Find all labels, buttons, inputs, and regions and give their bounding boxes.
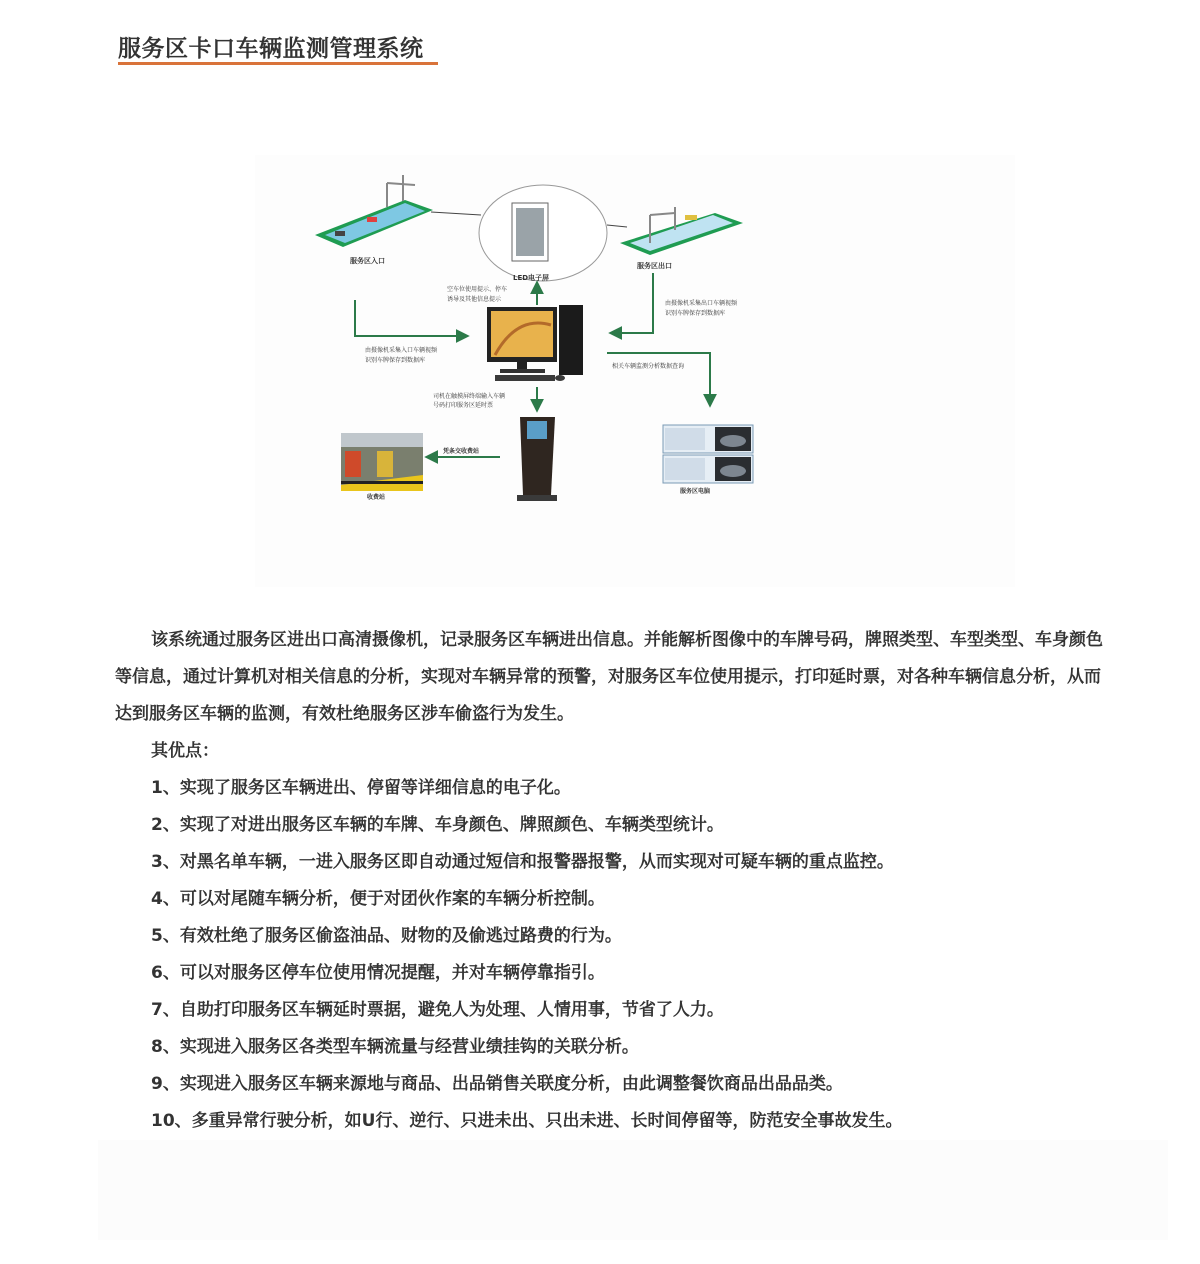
exit-capture-text-2: 识别车牌保存到数据库 xyxy=(665,310,726,317)
advantage-item: 7、自助打印服务区车辆延时票据，避免人为处理、人情用事，节省了人力。 xyxy=(151,1000,724,1020)
advantages-heading: 其优点： xyxy=(151,741,219,761)
advantage-item: 6、可以对服务区停车位使用情况提醒，并对车辆停靠指引。 xyxy=(151,963,605,983)
computer-illustration xyxy=(487,305,583,381)
advantage-item: 9、实现进入服务区车辆来源地与商品、出品销售关联度分析，由此调整餐饮商品出品品类。 xyxy=(151,1074,843,1094)
entrance-arrow xyxy=(355,300,467,336)
kiosk-print-text-2: 号码打印服务区延时票 xyxy=(433,402,494,409)
system-diagram xyxy=(255,155,1015,587)
system-diagram-panel xyxy=(255,155,1015,587)
entrance-label: 服务区入口 xyxy=(350,257,385,265)
description-section xyxy=(115,622,1105,1140)
title-underline xyxy=(118,62,438,65)
parking-hint-text: 空车位使用提示、停车 xyxy=(447,286,508,293)
advantage-item: 3、对黑名单车辆，一进入服务区即自动通过短信和报警器报警，从而实现对可疑车辆的重点监控。 xyxy=(151,852,894,872)
exit-arrow xyxy=(611,273,653,333)
exit-road-illustration xyxy=(620,207,743,255)
toll-station-photo xyxy=(341,433,423,491)
kiosk-print-text: 司机在触摸屏终端输入车辆 xyxy=(433,393,506,400)
advantage-item: 2、实现了对进出服务区车辆的车牌、车身颜色、牌照颜色、车辆类型统计。 xyxy=(151,815,724,835)
service-pc-screens xyxy=(663,425,753,483)
query-text: 相关车辆监测分析数据查询 xyxy=(612,363,685,370)
parking-hint-text-2: 诱导及其他信息提示 xyxy=(447,296,502,303)
intro-paragraph: 该系统通过服务区进出口高清摄像机，记录服务区车辆进出信息。并能解析图像中的车牌号码，牌照类型、车型类型、车身颜色等信息，通过计算机对相关信息的分析，实现对车辆异常的预警，对服务区车位使用提示，打印延时票，对各种车辆信息分析，从而达到服务区车辆的监测，有效杜绝服务区涉车偷盗行为发生。 xyxy=(115,630,1103,724)
entrance-road-illustration xyxy=(315,175,433,247)
entrance-to-led-line xyxy=(431,212,481,215)
exit-label: 服务区出口 xyxy=(637,262,672,270)
service-pc-label: 服务区电脑 xyxy=(680,488,711,495)
advantage-item: 8、实现进入服务区各类型车辆流量与经营业绩挂钩的关联分析。 xyxy=(151,1037,639,1057)
advantage-item: 1、实现了服务区车辆进出、停留等详细信息的电子化。 xyxy=(151,778,571,798)
exit-to-led-line xyxy=(607,225,627,227)
led-screen-display xyxy=(516,208,544,256)
entrance-capture-text-2: 识别车牌保存到数据库 xyxy=(365,357,426,364)
pc-to-query-arrow xyxy=(607,353,710,405)
exit-capture-text: 由摄像机采集出口车辆视频 xyxy=(665,300,738,307)
toll-station-label: 收费站 xyxy=(367,494,386,501)
page-title: 服务区卡口车辆监测管理系统 xyxy=(118,36,424,62)
advantage-item: 10、多重异常行驶分析，如U行、逆行、只进未出、只出未进、长时间停留等，防范安全事故发生。 xyxy=(151,1111,903,1131)
led-screen-label: LED电子屏 xyxy=(513,274,550,282)
entrance-capture-text: 由摄像机采集入口车辆视频 xyxy=(365,347,438,354)
advantage-item: 4、可以对尾随车辆分析，便于对团伙作案的车辆分析控制。 xyxy=(151,889,605,909)
footer-panel xyxy=(98,1140,1168,1240)
advantage-item: 5、有效杜绝了服务区偷盗油品、财物的及偷逃过路费的行为。 xyxy=(151,926,622,946)
toll-voucher-text: 凭条交收费站 xyxy=(443,448,480,455)
kiosk-illustration xyxy=(517,417,557,501)
